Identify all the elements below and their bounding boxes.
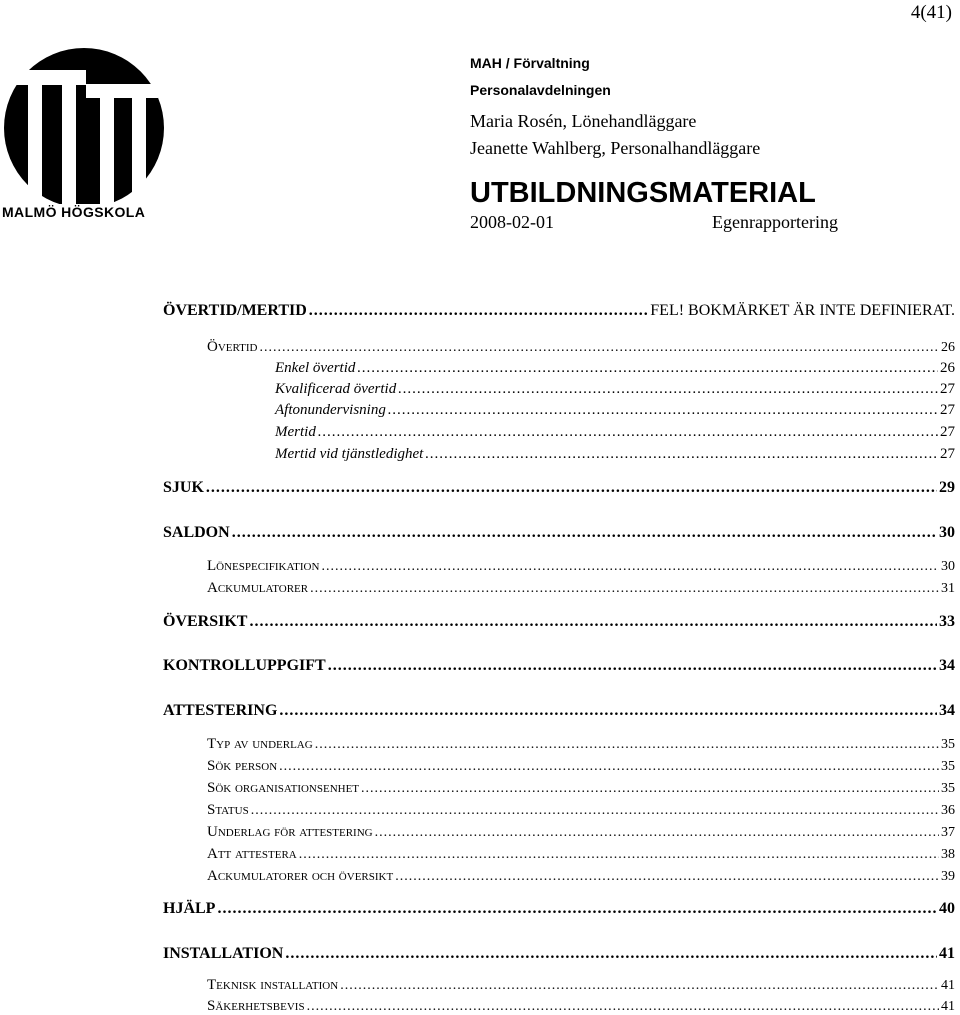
toc-entry[interactable] — [163, 945, 955, 963]
toc-entry-label: Sök person — [207, 758, 278, 774]
toc-leader — [321, 559, 939, 575]
toc-entry[interactable] — [207, 868, 955, 885]
toc-leader — [307, 999, 939, 1015]
toc-entry-page: 27 — [940, 381, 955, 397]
author-2: Jeanette Wahlberg, Personalhandläggare — [470, 138, 761, 158]
toc-leader — [279, 702, 937, 720]
toc-entry[interactable] — [207, 736, 955, 753]
toc-entry-page: 39 — [941, 869, 955, 884]
toc-entry-label: ATTESTERING — [163, 702, 278, 719]
toc-entry-label: Mertid vid tjänstledighet — [275, 446, 424, 462]
toc-leader — [279, 759, 939, 775]
toc-entry-page: 33 — [939, 613, 955, 630]
toc-entry[interactable] — [163, 702, 955, 720]
toc-entry-page: 41 — [941, 999, 955, 1014]
org-line-2: Personalavdelningen — [470, 82, 611, 98]
toc-entry-page: 27 — [940, 424, 955, 440]
toc-entry-label: Övertid — [207, 339, 258, 355]
document-meta — [470, 210, 950, 234]
toc-entry[interactable] — [207, 977, 955, 994]
toc-leader — [375, 825, 939, 841]
document-subject: Egenrapportering — [712, 212, 838, 232]
toc-entry-page: 26 — [941, 340, 955, 355]
toc-entry-page: 30 — [939, 524, 955, 541]
toc-entry[interactable] — [207, 998, 955, 1015]
toc-leader — [395, 869, 939, 885]
toc-leader — [310, 581, 939, 597]
toc-entry-label: Typ av underlag — [207, 736, 313, 752]
toc-entry-label: Enkel övertid — [275, 360, 356, 376]
malmo-hogskola-logo — [0, 28, 168, 228]
toc-leader — [299, 847, 939, 863]
toc-leader — [361, 781, 939, 797]
toc-leader — [357, 360, 938, 377]
toc-entry-label: INSTALLATION — [163, 945, 284, 962]
toc-entry-page: FEL! BOKMÄRKET ÄR INTE DEFINIERAT. — [650, 302, 955, 319]
toc-entry[interactable] — [207, 339, 955, 356]
toc-leader — [309, 302, 648, 320]
toc-leader — [425, 446, 938, 463]
toc-leader — [249, 613, 937, 631]
toc-entry[interactable] — [207, 824, 955, 841]
toc-entry-label: Sök organisationsenhet — [207, 780, 360, 796]
toc-entry[interactable] — [275, 446, 955, 463]
toc-entry-page: 41 — [941, 978, 955, 993]
toc-entry[interactable] — [207, 558, 955, 575]
toc-entry[interactable] — [163, 613, 955, 631]
toc-entry-page: 27 — [940, 446, 955, 462]
document-date: 2008-02-01 — [470, 212, 554, 232]
toc-entry-page: 41 — [939, 945, 955, 962]
toc-entry-page: 35 — [941, 781, 955, 796]
toc-leader — [388, 402, 938, 419]
toc-leader — [206, 479, 937, 497]
toc-entry[interactable] — [163, 302, 955, 320]
toc-entry-label: Mertid — [275, 424, 316, 440]
toc-leader — [328, 657, 937, 675]
toc-entry[interactable] — [207, 580, 955, 597]
toc-leader — [232, 524, 937, 542]
toc-entry-page: 27 — [940, 402, 955, 418]
toc-entry-label: Ackumulatorer och översikt — [207, 868, 394, 884]
toc-entry-label: Teknisk installation — [207, 977, 339, 993]
toc-entry[interactable] — [275, 402, 955, 419]
toc-entry[interactable] — [163, 657, 955, 675]
toc-entry-page: 35 — [941, 759, 955, 774]
toc-entry-page: 35 — [941, 737, 955, 752]
toc-entry[interactable] — [207, 780, 955, 797]
toc-entry-page: 31 — [941, 581, 955, 596]
toc-entry-label: Lönespecifikation — [207, 558, 320, 574]
org-line-1: MAH / Förvaltning — [470, 55, 590, 71]
toc-entry-page: 34 — [939, 702, 955, 719]
toc-entry[interactable] — [275, 360, 955, 377]
toc-entry-label: Ackumulatorer — [207, 580, 309, 596]
toc-entry[interactable] — [163, 479, 955, 497]
toc-entry-label: Underlag för attestering — [207, 824, 373, 840]
toc-entry-label: SJUK — [163, 479, 204, 496]
author-1: Maria Rosén, Lönehandläggare — [470, 111, 697, 131]
document-header — [470, 54, 950, 234]
toc-entry-label: Status — [207, 802, 249, 818]
toc-leader — [251, 803, 939, 819]
logo-wordmark: MALMÖ HÖGSKOLA — [2, 204, 146, 220]
toc-entry-label: HJÄLP — [163, 900, 216, 917]
toc-entry-page: 36 — [941, 803, 955, 818]
toc-entry-label: KONTROLLUPPGIFT — [163, 657, 326, 674]
toc-leader — [318, 424, 938, 441]
toc-entry-label: ÖVERSIKT — [163, 613, 248, 630]
toc-entry[interactable] — [275, 424, 955, 441]
toc-entry-label: SALDON — [163, 524, 230, 541]
toc-entry-label: Att attestera — [207, 846, 297, 862]
toc-entry-page: 30 — [941, 559, 955, 574]
toc-leader — [285, 945, 937, 963]
toc-entry-label: Kvalificerad övertid — [275, 381, 397, 397]
toc-entry-label: ÖVERTID/MERTID — [163, 302, 307, 319]
toc-leader — [260, 340, 940, 356]
toc-entry[interactable] — [163, 900, 955, 918]
toc-entry[interactable] — [207, 802, 955, 819]
page-number: 4(41) — [910, 2, 952, 23]
toc-entry-page: 40 — [939, 900, 955, 917]
toc-leader — [398, 381, 938, 398]
toc-entry-page: 38 — [941, 847, 955, 862]
toc-entry[interactable] — [275, 381, 955, 398]
toc-leader — [340, 978, 939, 994]
toc-leader — [315, 737, 939, 753]
toc-leader — [217, 900, 937, 918]
toc-entry-page: 34 — [939, 657, 955, 674]
toc-entry-page: 26 — [940, 360, 955, 376]
toc-entry[interactable] — [163, 524, 955, 542]
toc-entry-page: 37 — [941, 825, 955, 840]
toc-entry-label: Säkerhetsbevis — [207, 998, 305, 1014]
toc-entry[interactable] — [207, 758, 955, 775]
toc-entry-page: 29 — [939, 479, 955, 496]
toc-entry-label: Aftonundervisning — [275, 402, 386, 418]
document-title: UTBILDNINGSMATERIAL — [470, 177, 816, 209]
toc-entry[interactable] — [207, 846, 955, 863]
